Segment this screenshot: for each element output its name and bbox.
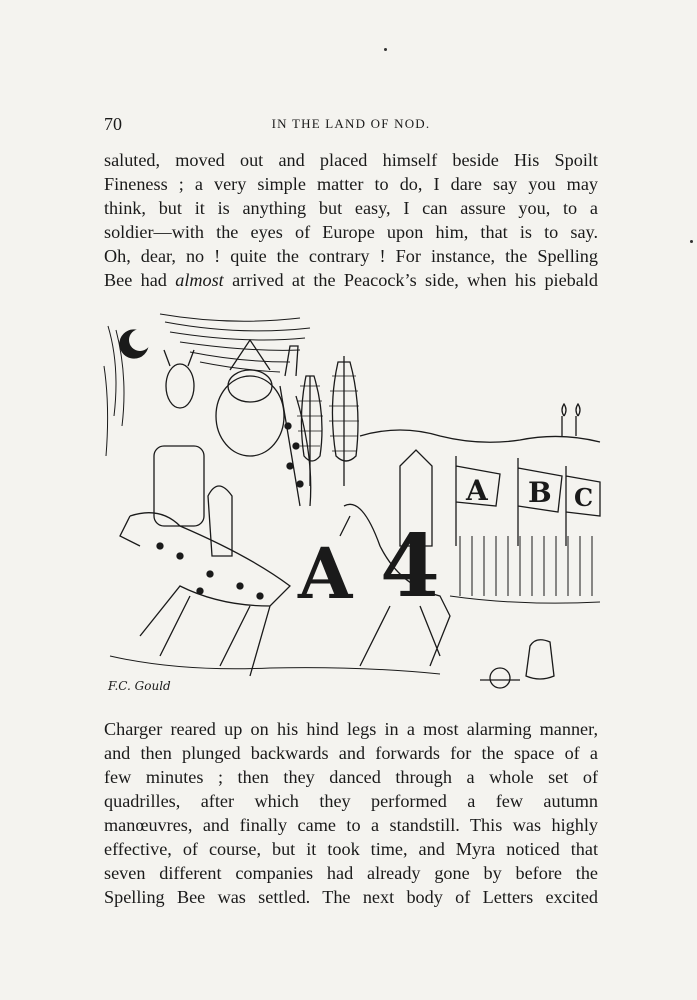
banner-letter: B [528,476,552,509]
marching-letters [450,536,600,603]
text-line: few minutes ; then they danced through a whole set of [104,767,598,787]
text-segment: arrived at the Peacock’s side, [223,270,468,290]
ground-shadow [110,656,440,674]
text-line: Spelling Bee was settled. The next body of Letters excited [104,887,598,907]
text-line: and then plunged backwards and forwards for the space of a [104,743,598,763]
text-line: Fineness ; a very simple matter to do, I dare say you may [104,174,598,194]
text-line: effective, of course, but it took time, and Myra noticed that [104,839,598,859]
emphasis-text: almost [175,270,224,290]
text-line: seven different companies had already gone by before the [104,863,598,883]
piebald-charger [120,486,290,676]
trees [297,356,580,486]
text-line: think, but it is anything but easy, I can assure you, to a [104,198,598,218]
banner-letter: A [466,474,488,507]
text-line: Charger reared up on his hind legs in a most alarming manner, [104,719,598,739]
text-segment: Bee had [104,270,176,290]
procession-illustration [100,306,602,702]
text-line: soldier—with the eyes of Europe upon him, that is to say. [104,222,598,242]
page-header [104,114,598,136]
text-line: quadrilles, after which they performed a few autumn [104,791,598,811]
page-number: 70 [104,114,122,134]
band-instruments [480,640,554,688]
artist-signature: F.C. Gould [108,679,171,693]
text-segment: when his piebald [467,270,598,290]
text-line: Oh, dear, no ! quite the contrary ! For instance, the Spelling [104,246,598,266]
rider-letter: A [298,532,353,615]
text-line [104,268,598,292]
text-line: saluted, moved out and placed himself beside His Spoilt [104,150,598,170]
horizon-hills [360,430,600,442]
rider-letter: 4 [380,516,440,617]
paragraph-top [104,148,598,292]
banner-letter: C [574,483,594,512]
text-line: manœuvres, and finally came to a standstill. This was highly [104,815,598,835]
paragraph-bottom [104,717,598,909]
running-head: IN THE LAND OF NOD. [271,116,431,131]
